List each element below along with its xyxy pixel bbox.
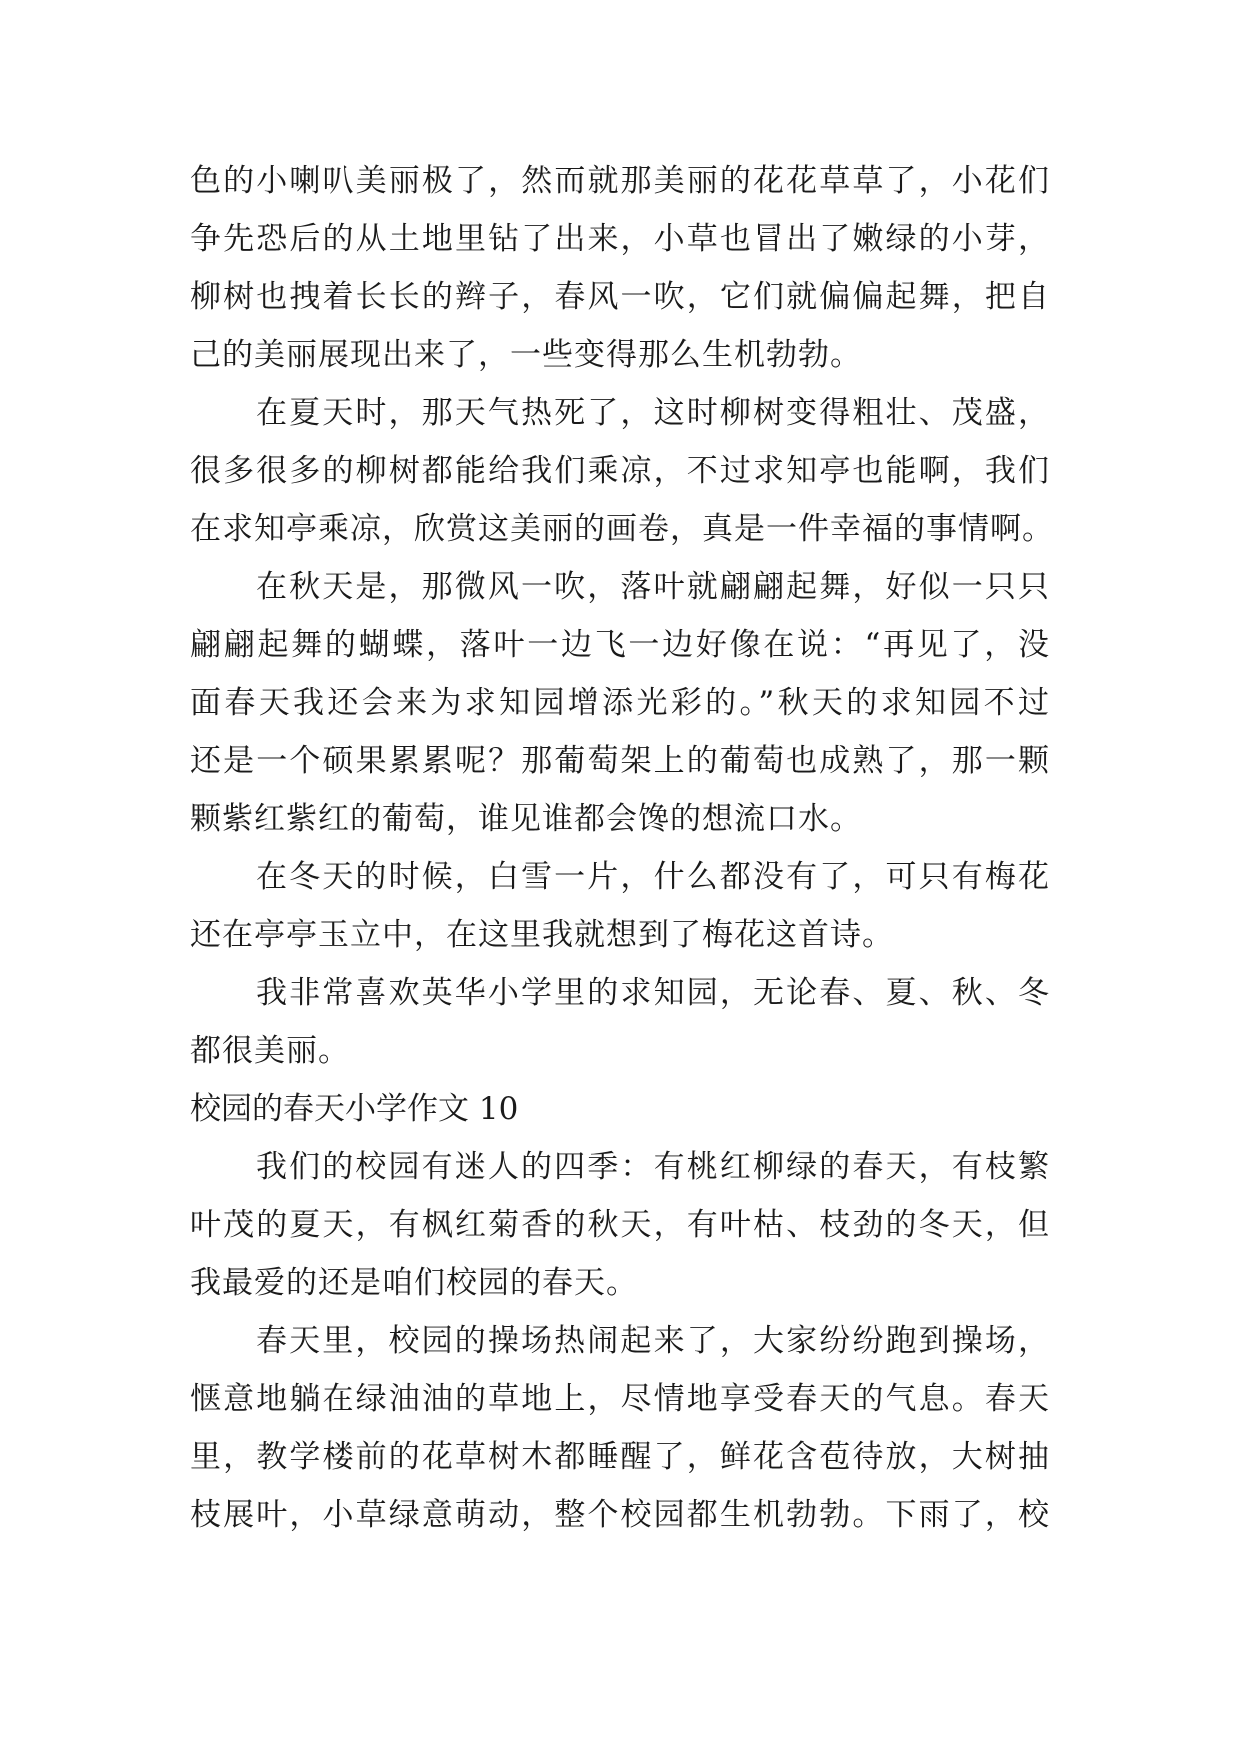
- paragraph-start-line: 在夏天时，那天气热死了，这时柳树变得粗壮、茂盛，: [256, 395, 1050, 431]
- text-line: 翩翩起舞的蝴蝶，落叶一边飞一边好像在说：“再见了，没: [190, 627, 1050, 663]
- text-line: 颗紫红紫红的葡萄，谁见谁都会馋的想流口水。: [190, 801, 862, 837]
- text-line: 还是一个硕果累累呢？那葡萄架上的葡萄也成熟了，那一颗: [190, 743, 1050, 779]
- text-line: 在求知亭乘凉，欣赏这美丽的画卷，真是一件幸福的事情啊。: [190, 511, 1054, 547]
- text-line: 己的美丽展现出来了，一些变得那么生机勃勃。: [190, 337, 862, 373]
- text-line: 我最爱的还是咱们校园的春天。: [190, 1265, 638, 1301]
- text-line: 色的小喇叭美丽极了，然而就那美丽的花花草草了，小花们: [190, 163, 1050, 199]
- text-line: 惬意地躺在绿油油的草地上，尽情地享受春天的气息。春天: [190, 1381, 1050, 1417]
- text-line: 枝展叶，小草绿意萌动，整个校园都生机勃勃。下雨了，校: [190, 1497, 1050, 1533]
- paragraph-start-line: 在秋天是，那微风一吹，落叶就翩翩起舞，好似一只只: [256, 569, 1050, 605]
- text-line: 还在亭亭玉立中，在这里我就想到了梅花这首诗。: [190, 917, 894, 953]
- body-text: [190, 152, 1054, 1544]
- paragraph-start-line: 我非常喜欢英华小学里的求知园，无论春、夏、秋、冬: [256, 975, 1050, 1011]
- text-line: 很多很多的柳树都能给我们乘凉，不过求知亭也能啊，我们: [190, 453, 1050, 489]
- text-line: 柳树也拽着长长的辫子，春风一吹，它们就偏偏起舞，把自: [190, 279, 1050, 315]
- text-line: 面春天我还会来为求知园增添光彩的。”秋天的求知园不过: [190, 685, 1050, 721]
- paragraph-start-line: 我们的校园有迷人的四季：有桃红柳绿的春天，有枝繁: [256, 1149, 1050, 1185]
- text-line: 争先恐后的从土地里钻了出来，小草也冒出了嫩绿的小芽，: [190, 221, 1050, 257]
- text-line: 叶茂的夏天，有枫红菊香的秋天，有叶枯、枝劲的冬天，但: [190, 1207, 1050, 1243]
- paragraph-start-line: 在冬天的时候，白雪一片，什么都没有了，可只有梅花: [256, 859, 1050, 895]
- text-line: 都很美丽。: [190, 1033, 350, 1069]
- paragraph-start-line: 春天里，校园的操场热闹起来了，大家纷纷跑到操场，: [256, 1323, 1050, 1359]
- section-heading: 校园的春天小学作文 10: [190, 1091, 519, 1127]
- text-line: 里，教学楼前的花草树木都睡醒了，鲜花含苞待放，大树抽: [190, 1439, 1050, 1475]
